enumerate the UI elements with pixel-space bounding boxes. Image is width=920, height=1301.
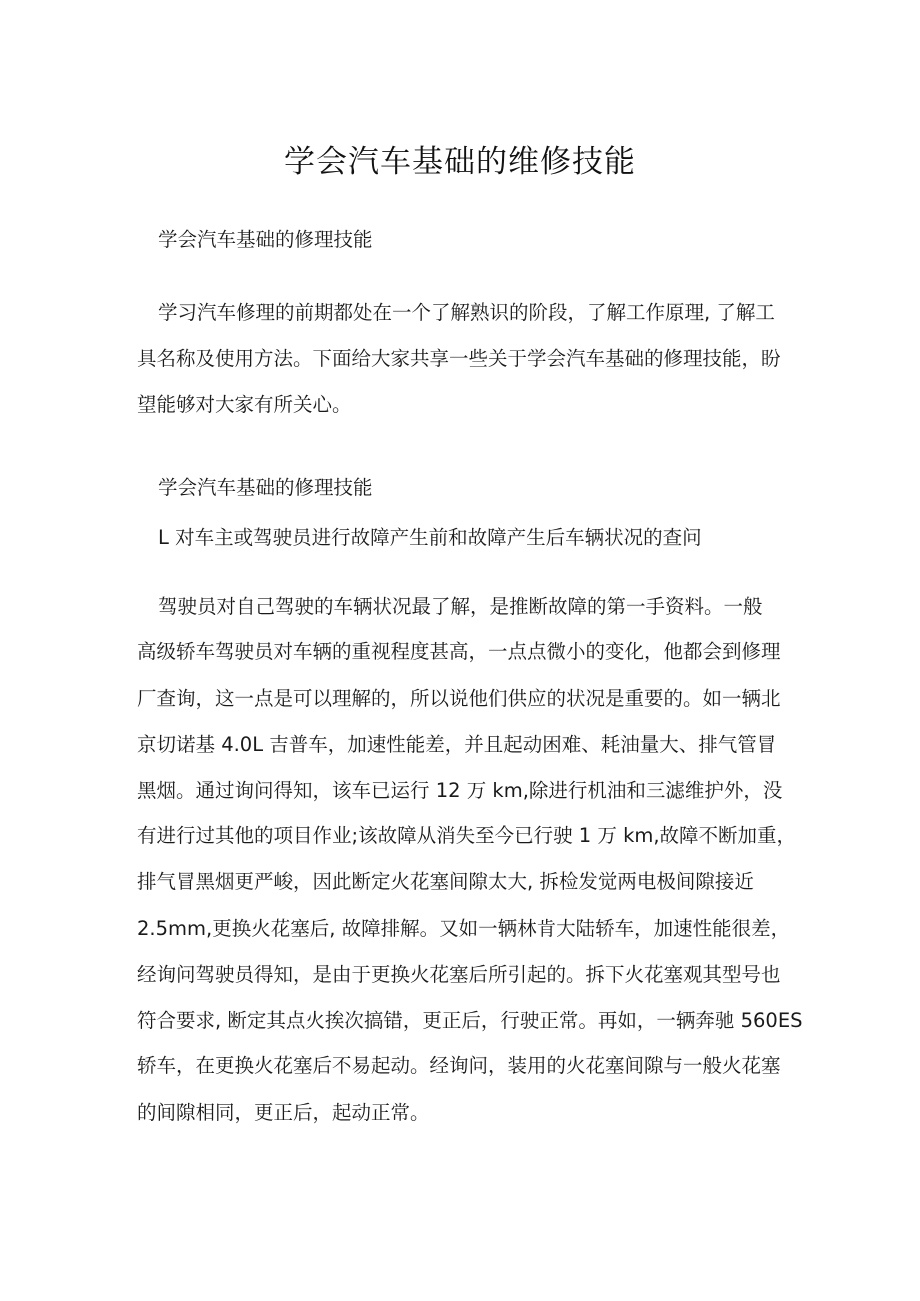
intro-line: 学习汽车修理的前期都处在一个了解熟识的阶段，了解工作原理, 了解工 xyxy=(158,301,775,324)
intro-line: 具名称及使用方法。下面给大家共享一些关于学会汽车基础的修理技能，盼 xyxy=(137,347,781,370)
body-line: 黑烟。通过询问得知，该车已运行 12 万 km,除进行机油和三滤维护外，没 xyxy=(137,779,783,802)
document-title: 学会汽车基础的维修技能 xyxy=(284,144,636,180)
intro-line: 望能够对大家有所关心。 xyxy=(137,393,352,416)
body-line: 经询问驾驶员得知，是由于更换火花塞后所引起的。拆下火花塞观其型号也 xyxy=(137,963,781,986)
item-heading: L 对车主或驾驶员进行故障产生前和故障产生后车辆状况的查问 xyxy=(158,526,702,549)
intro-heading: 学会汽车基础的修理技能 xyxy=(158,228,373,251)
body-line: 京切诺基 4.0L 吉普车，加速性能差，并且起动困难、耗油量大、排气管冒 xyxy=(137,733,777,756)
body-line: 轿车，在更换火花塞后不易起动。经询问，装用的火花塞间隙与一般火花塞 xyxy=(137,1054,781,1077)
body-line: 有进行过其他的项目作业;该故障从消失至今已行驶 1 万 km,故障不断加重， xyxy=(137,824,797,847)
body-line: 厂查询，这一点是可以理解的，所以说他们供应的状况是重要的。如一辆北 xyxy=(137,687,781,710)
body-line: 排气冒黑烟更严峻，因此断定火花塞间隙太大, 拆检发觉两电极间隙接近 xyxy=(137,870,754,893)
body-line: 的间隙相同，更正后，起动正常。 xyxy=(137,1101,430,1124)
body-line: 2.5mm,更换火花塞后, 故障排解。又如一辆林肯大陆轿车，加速性能很差， xyxy=(137,917,791,940)
body-line: 驾驶员对自己驾驶的车辆状况最了解，是推断故障的第一手资料。一般 xyxy=(158,595,763,618)
body-line: 符合要求, 断定其点火挨次搞错，更正后，行驶正常。再如，一辆奔驰 560ES xyxy=(137,1009,803,1032)
body-line: 高级轿车驾驶员对车辆的重视程度甚高，一点点微小的变化，他都会到修理 xyxy=(137,640,781,663)
section-heading: 学会汽车基础的修理技能 xyxy=(158,476,373,499)
